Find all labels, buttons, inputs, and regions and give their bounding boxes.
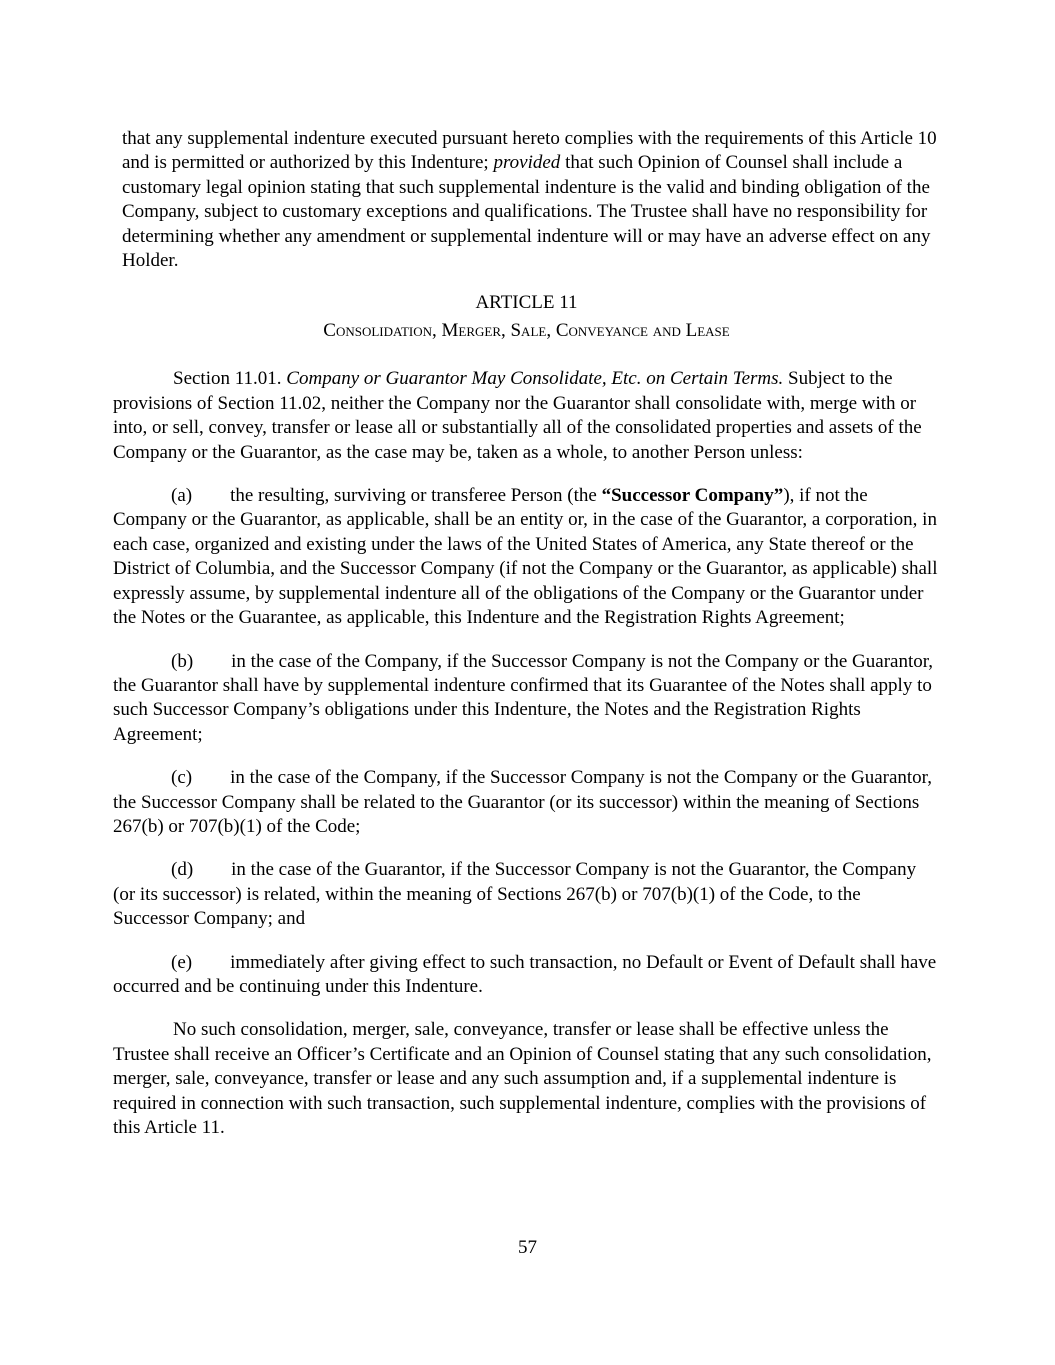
item-marker-c: (c) xyxy=(171,767,193,789)
section-paragraph: Section 11.01. Company or Guarantor May Consolidate, Etc. on Certain Terms. Subject to the provisions of Section 11.02, neither the Company nor the Guarantor shall consolidate with, merge with or into, or sell, convey, transfer or lease all or substantially all of the consolidated properties and assets of the Company or the Guarantor, as the case may be, taken as a whole, to another Person unless: xyxy=(113,368,922,463)
list-item-d xyxy=(113,858,940,931)
article-heading xyxy=(113,289,940,345)
paragraph-continuation: that any supplemental indenture executed pursuant hereto complies with the requirements of this Article 10 and is permitted or authorized by this Indenture; provided that such Opinion of Counsel shall include a customary legal opinion stating that such supplemental indenture is the valid and binding obligation of the Company, subject to customary exceptions and qualifications. The Trustee shall have no responsibility for determining whether any amendment or supplemental indenture will or may have an adverse effect on any Holder. xyxy=(122,128,937,272)
item-marker-e: (e) xyxy=(171,951,193,973)
closing-paragraph: No such consolidation, merger, sale, conveyance, transfer or lease shall be effective unless the Trustee shall receive an Officer’s Certificate and an Opinion of Counsel stating that any such consolidation, merger, sale, conveyance, transfer or lease and any such assumption and, if a supplemental indenture is required in connection with such transaction, such supplemental indenture, complies with the provisions of this Article 11. xyxy=(113,1019,932,1138)
document-body xyxy=(113,127,940,1159)
item-marker-d: (d) xyxy=(171,859,194,881)
list-item-e xyxy=(113,951,940,1000)
page-number: 57 xyxy=(518,1237,537,1258)
article-title: ARTICLE 11 xyxy=(475,292,578,314)
item-text-e: immediately after giving effect to such transaction, no Default or Event of Default shall have occurred and be continuing under this Indenture. xyxy=(113,951,937,997)
item-text-a: the resulting, surviving or transferee Person (the “Successor Company”), if not the Company or the Guarantor, as applicable, shall be an entity or, in the case of the Guarantor, a corporation, in each case, organized and existing under the laws of the United States of America, any State thereof or the District of Columbia, and the Successor Company (if not the Company or the Guarantor, as applicable) shall expressly assume, by supplemental indenture all of the obligations of the Company or the Guarantor under the Notes or the Guarantee, as applicable, this Indenture and the Registration Rights Agreement; xyxy=(113,485,938,629)
item-text-d: in the case of the Guarantor, if the Successor Company is not the Guarantor, the Company (or its successor) is related, within the meaning of Sections 267(b) or 707(b)(1) of the Code, to the Successor Company; and xyxy=(113,859,917,930)
article-subtitle: Consolidation, Merger, Sale, Conveyance and Lease xyxy=(323,320,730,342)
item-marker-a: (a) xyxy=(171,485,193,507)
item-text-b: in the case of the Company, if the Successor Company is not the Company or the Guarantor, the Guarantor shall have by supplemental indenture confirmed that its Guarantee of the Notes shall apply to such Successor Company’s obligations under this Indenture, the Notes and the Registration Rights Agreement; xyxy=(113,650,934,745)
list-item-a xyxy=(113,484,940,630)
list-item-b xyxy=(113,650,940,748)
item-marker-b: (b) xyxy=(171,650,194,672)
item-text-c: in the case of the Company, if the Successor Company is not the Company or the Guarantor, the Successor Company shall be related to the Guarantor (or its successor) within the meaning of Sections 267(b) or 707(b)(1) of the Code; xyxy=(113,767,932,837)
list-item-c xyxy=(113,766,940,839)
